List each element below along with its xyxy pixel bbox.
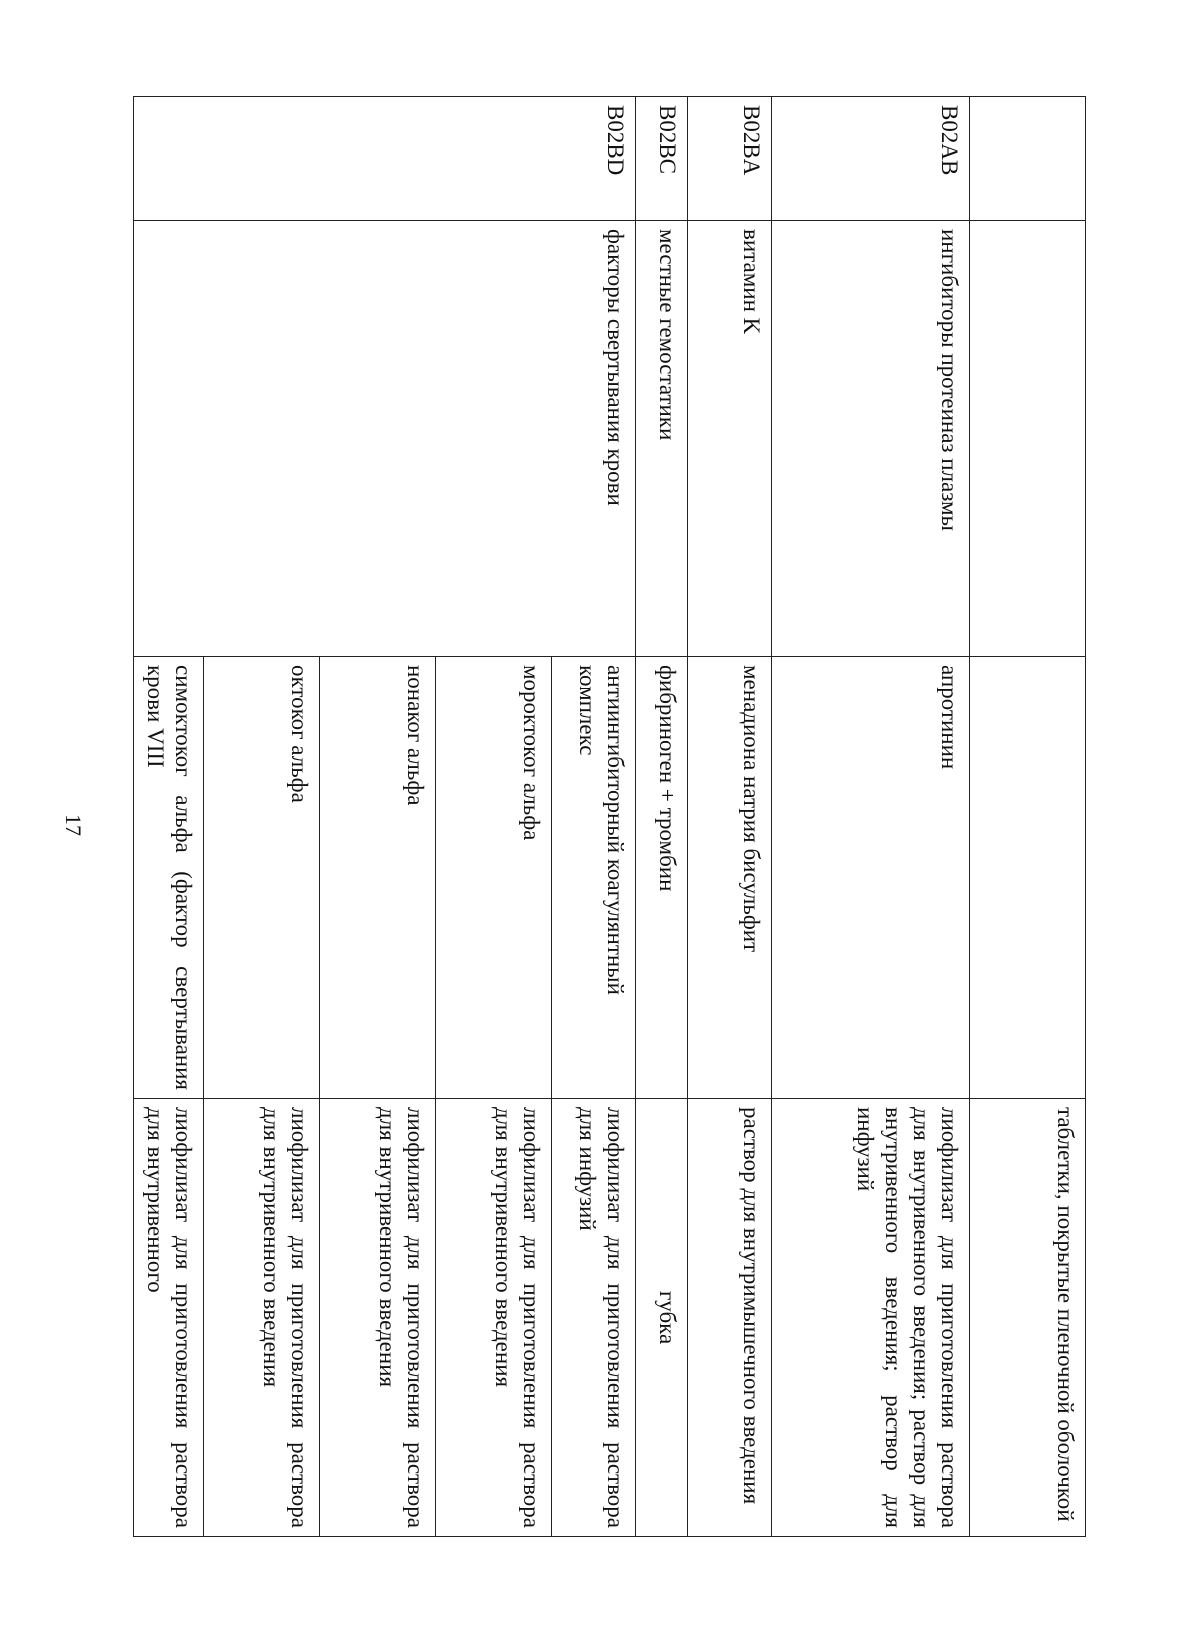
form-cell: лиофилизат для приготовления раствора для внутривенного введения	[204, 1099, 320, 1537]
atc-code-cell	[134, 97, 204, 221]
rotated-table-frame	[126, 96, 1086, 1536]
group-cell	[204, 221, 320, 657]
atc-code-cell	[970, 97, 1086, 221]
form-cell: лиофилизат для приготовления раствора для внутривенного введения	[436, 1099, 552, 1537]
table-row	[970, 97, 1086, 1537]
form-cell: лиофилизат для приготовления раствора для инфузий	[552, 1099, 636, 1537]
drug-cell: апротинин	[772, 657, 970, 1099]
atc-code-cell: B02BC	[636, 97, 688, 221]
form-cell: таблетки, покрытые пленочной оболочкой	[970, 1099, 1086, 1537]
form-cell: раствор для внутримышечного введения	[688, 1099, 772, 1537]
drug-cell: октоког альфа	[204, 657, 320, 1099]
table-row	[320, 97, 436, 1537]
table-row	[772, 97, 970, 1537]
form-cell: лиофилизат для приготовления раствора для внутривенного введения; раствор для внутривенного введения; раствор для инфузий	[772, 1099, 970, 1537]
table-row	[436, 97, 552, 1537]
atc-code-cell	[436, 97, 552, 221]
group-cell	[134, 221, 204, 657]
table-row	[204, 97, 320, 1537]
rotated-table	[126, 96, 1086, 1536]
group-cell: факторы свертывания крови	[552, 221, 636, 657]
form-cell: лиофилизат для приготовления раствора для внутривенного введения	[320, 1099, 436, 1537]
table-row	[552, 97, 636, 1537]
drug-cell: антиингибиторный коагулянтный комплекс	[552, 657, 636, 1099]
drug-table	[133, 96, 1086, 1537]
atc-code-cell	[204, 97, 320, 221]
form-cell: лиофилизат для приготовления раствора для внутривенного	[134, 1099, 204, 1537]
drug-cell: мороктоког альфа	[436, 657, 552, 1099]
group-cell: ингибиторы протеиназ плазмы	[772, 221, 970, 657]
group-cell	[320, 221, 436, 657]
drug-cell: менадиона натрия бисульфит	[688, 657, 772, 1099]
group-cell	[970, 221, 1086, 657]
drug-cell: фибриноген + тромбин	[636, 657, 688, 1099]
drug-cell: симоктоког альфа (фактор свертывания крови VIII	[134, 657, 204, 1099]
group-cell	[436, 221, 552, 657]
drug-cell: нонаког альфа	[320, 657, 436, 1099]
drug-cell	[970, 657, 1086, 1099]
form-cell: губка	[636, 1099, 688, 1537]
group-cell: витамин K	[688, 221, 772, 657]
table-row	[688, 97, 772, 1537]
table-row	[134, 97, 204, 1537]
table-row	[636, 97, 688, 1537]
atc-code-cell	[320, 97, 436, 221]
atc-code-cell: B02BD	[552, 97, 636, 221]
atc-code-cell: B02AB	[772, 97, 970, 221]
group-cell: местные гемостатики	[636, 221, 688, 657]
page-number: 17	[61, 814, 86, 836]
atc-code-cell: B02BA	[688, 97, 772, 221]
